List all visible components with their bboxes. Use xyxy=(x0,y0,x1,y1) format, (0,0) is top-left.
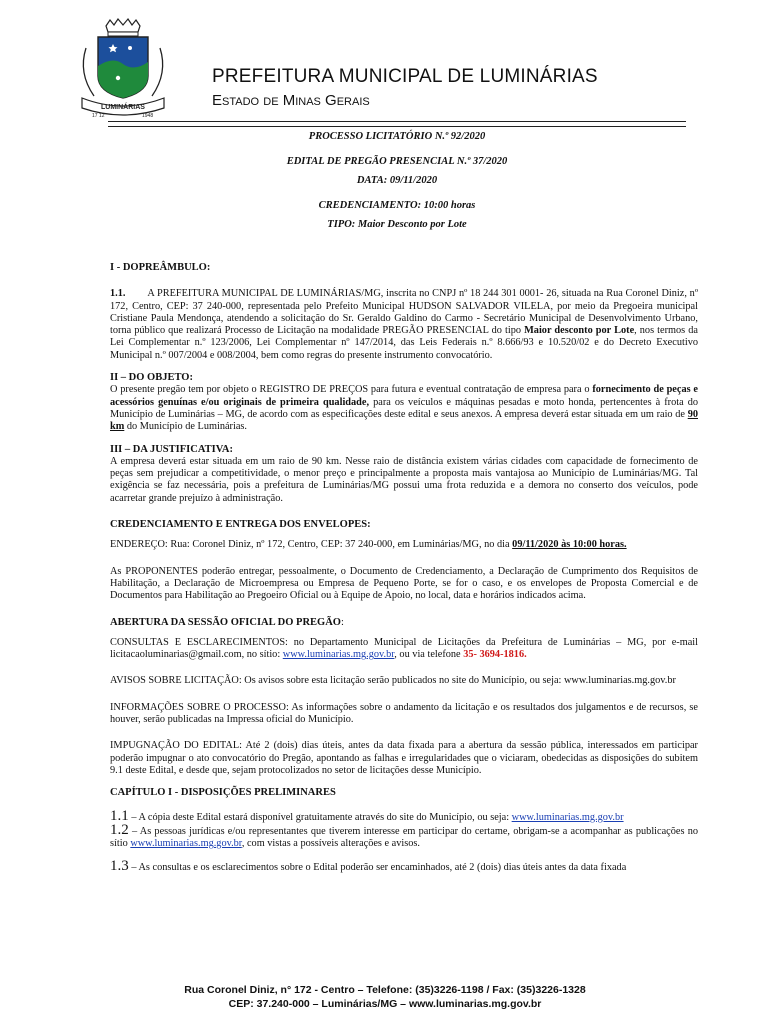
crest-year-left: 17 12 xyxy=(92,113,105,118)
consultas-phone: 35- 3694-1816. xyxy=(463,649,527,661)
abertura-heading xyxy=(110,617,698,629)
item-1-1 xyxy=(110,807,698,824)
letterhead-title: PREFEITURA MUNICIPAL DE LUMINÁRIAS xyxy=(212,66,598,87)
preambulo-text-end: , nos termos da Lei Complementar n.º 123/2006, Lei Complementar nº 147/2014, das Leis Federais n.º 8.666/93 e 10.520/02 e do Decreto Executivo Municipal n.º 007/2004 e 008/2004, bem como regras do presente instrumento convocatório. xyxy=(110,325,698,361)
endereco-paragraph xyxy=(110,539,698,551)
item-1-3-number: 1.3 xyxy=(110,858,129,875)
avisos-paragraph: AVISOS SOBRE LICITAÇÃO: Os avisos sobre esta licitação serão publicados no site do Município, ou seja: www.luminarias.mg.gov.br xyxy=(110,675,676,687)
crest-banner-text: LUMINÁRIAS xyxy=(101,104,145,111)
item-1-2-text: – As pessoas jurídicas e/ou representantes que tiverem interesse em participar do certame, obrigam-se a acompanhar as publicações no sítio xyxy=(110,825,698,850)
item-1-1-number: 1.1 xyxy=(110,807,129,824)
objeto-heading: II – DO OBJETO: xyxy=(110,372,193,384)
consultas-text-mid: , ou via telefone xyxy=(394,649,464,661)
item-1-1-link[interactable]: www.luminarias.mg.gov.br xyxy=(511,811,624,823)
justificativa-paragraph: A empresa deverá estar situada em um raio de 90 km. Nesse raio de distância existem várias cidades com capacidade de fornecimento de peças sem prejudicar a competitividade, o menor preço e principalmente a proposta mais vantajosa ao Município de Luminárias/MG. Tal exigência se faz necessária, pois a prefeitura de Luminárias/MG possui uma frota reduzida e a demora no conserto dos veículos, pode acarretar grande prejuízo à administração. xyxy=(110,455,698,504)
municipal-crest-icon xyxy=(68,18,178,118)
objeto-text-end: do Município de Luminárias. xyxy=(124,421,247,433)
justificativa-heading: III – DA JUSTIFICATIVA: xyxy=(110,443,234,455)
item-1-3-text: – As consultas e os esclarecimentos sobre o Edital poderão ser encaminhados, até 2 (dois) dias úteis antes da data fixada xyxy=(128,862,627,874)
date-title: DATA: 09/11/2020 xyxy=(356,175,438,186)
header-divider-thin xyxy=(108,126,686,127)
consultas-text: CONSULTAS E ESCLARECIMENTOS: no Departamento Municipal de Licitações da Prefeitura de Luminárias – MG, por e-mail licitacaoluminarias@gmail.com, no sítio: xyxy=(110,636,698,661)
footer-cep: CEP: 37.240-000 – Luminárias/MG – www.luminarias.mg.gov.br xyxy=(228,998,542,1010)
preambulo-number: 1.1. xyxy=(110,288,126,300)
preambulo-paragraph xyxy=(110,288,698,362)
preambulo-text: A PREFEITURA MUNICIPAL DE LUMINÁRIAS/MG, inscrita no CNPJ nº 18 244 301 0001- 26, situada na Rua Coronel Diniz, nº 172, Centro, CEP: 37 240-000, representada pelo Prefeito Municipal HUDSON SALVADOR VILELA, por meio da Pregoeira municipal Cristiane Paula Mendonça, atendendo a solicitação do Sr. Geraldo Galdino do Carmo - Secretário Municipal de Desenvolvimento Urbano, torna público que realizará Processo de Licitação na modalidade PREGÃO PRESENCIAL do tipo xyxy=(110,288,699,337)
edital-title: EDITAL DE PREGÃO PRESENCIAL N.º 37/2020 xyxy=(286,156,508,167)
endereco-date: 09/11/2020 às 10:00 horas. xyxy=(512,539,627,551)
consultas-site-link[interactable]: www.luminarias.mg.gov.br xyxy=(282,649,395,661)
preambulo-heading: I - DOPREÂMBULO: xyxy=(110,262,211,273)
item-1-2 xyxy=(110,821,698,851)
document-titles xyxy=(108,130,686,231)
proponentes-paragraph: As PROPONENTES poderão entregar, pessoalmente, o Documento de Credenciamento, a Declaração de Cumprimento dos Requisitos de Habilitação, a Declaração de Microempresa ou Empresa de Pequeno Porte, se for o caso, e os envelopes de Proposta Comercial e de Documentos para Habilitação ao Pregoeiro Oficial ou à Equipe de Apoio, no local, data e horários indicados acima. xyxy=(110,565,698,602)
header-divider xyxy=(108,121,686,122)
item-1-1-text: – A cópia deste Edital estará disponível gratuitamente através do site do Município, ou seja: xyxy=(128,811,512,823)
consultas-paragraph xyxy=(110,637,698,662)
abertura-heading-colon: : xyxy=(340,616,344,628)
abertura-heading-text: ABERTURA DA SESSÃO OFICIAL DO PREGÃO xyxy=(110,616,341,628)
item-1-2-number: 1.2 xyxy=(110,821,129,838)
preambulo-bold: Maior desconto por Lote xyxy=(524,325,635,337)
item-1-3 xyxy=(110,860,698,874)
informacoes-paragraph: INFORMAÇÕES SOBRE O PROCESSO: As informações sobre o andamento da licitação e os resultados dos julgamentos e de recursos, se houver, serão publicadas na Impressa oficial do Município. xyxy=(110,701,698,726)
document-body xyxy=(110,262,698,875)
endereco-text: ENDEREÇO: Rua: Coronel Diniz, nº 172, Centro, CEP: 37 240-000, em Luminárias/MG, no dia xyxy=(110,539,513,551)
letterhead xyxy=(40,16,740,116)
processo-title: PROCESSO LICITATÓRIO N.º 92/2020 xyxy=(308,131,486,142)
credenciamento-title: CREDENCIAMENTO: 10:00 horas xyxy=(318,200,476,211)
tipo-title: TIPO: Maior Desconto por Lote xyxy=(327,219,467,230)
credenciamento-heading: CREDENCIAMENTO E ENTREGA DOS ENVELOPES: xyxy=(110,519,371,531)
capitulo-heading: CAPÍTULO I - DISPOSIÇÕES PRELIMINARES xyxy=(110,787,336,799)
objeto-text-mid: para os veículos e máquinas pesadas e moto honda, pertencentes à frota do Município de Luminárias – MG, de acordo com as especificações deste edital e seus anexos. A empresa deverá estar situada em um raio de xyxy=(110,396,698,420)
objeto-paragraph xyxy=(110,384,698,433)
item-1-2-tail: , com vistas a possíveis alterações e avisos. xyxy=(241,838,420,850)
item-1-2-link[interactable]: www.luminarias.mg.gov.br xyxy=(130,838,242,850)
letterhead-subtitle: Estado de Minas Gerais xyxy=(212,92,370,109)
objeto-text: O presente pregão tem por objeto o REGISTRO DE PREÇOS para futura e eventual contratação de empresa para o xyxy=(110,384,593,396)
footer-address: Rua Coronel Diniz, n° 172 - Centro – Telefone: (35)3226-1198 / Fax: (35)3226-1328 xyxy=(184,984,586,996)
crest-year-right: 1948 xyxy=(142,113,154,118)
page-footer xyxy=(40,983,730,1011)
objeto-radius: 90 km xyxy=(110,408,698,433)
impugnacao-paragraph: IMPUGNAÇÃO DO EDITAL: Até 2 (dois) dias úteis, antes da data fixada para a abertura da sessão pública, interessados em participar poderão impugnar o ato convocatório do Pregão, apontando as falhas e irregularidades que o viciaram, obedecidas as disposições do subitem 9.1 deste Edital, e desde que, sejam protocolizados no setor de licitações desse Município. xyxy=(110,740,698,776)
objeto-bold: fornecimento de peças e acessórios genuínas e/ou originais de primeira qualidade, xyxy=(110,384,698,408)
